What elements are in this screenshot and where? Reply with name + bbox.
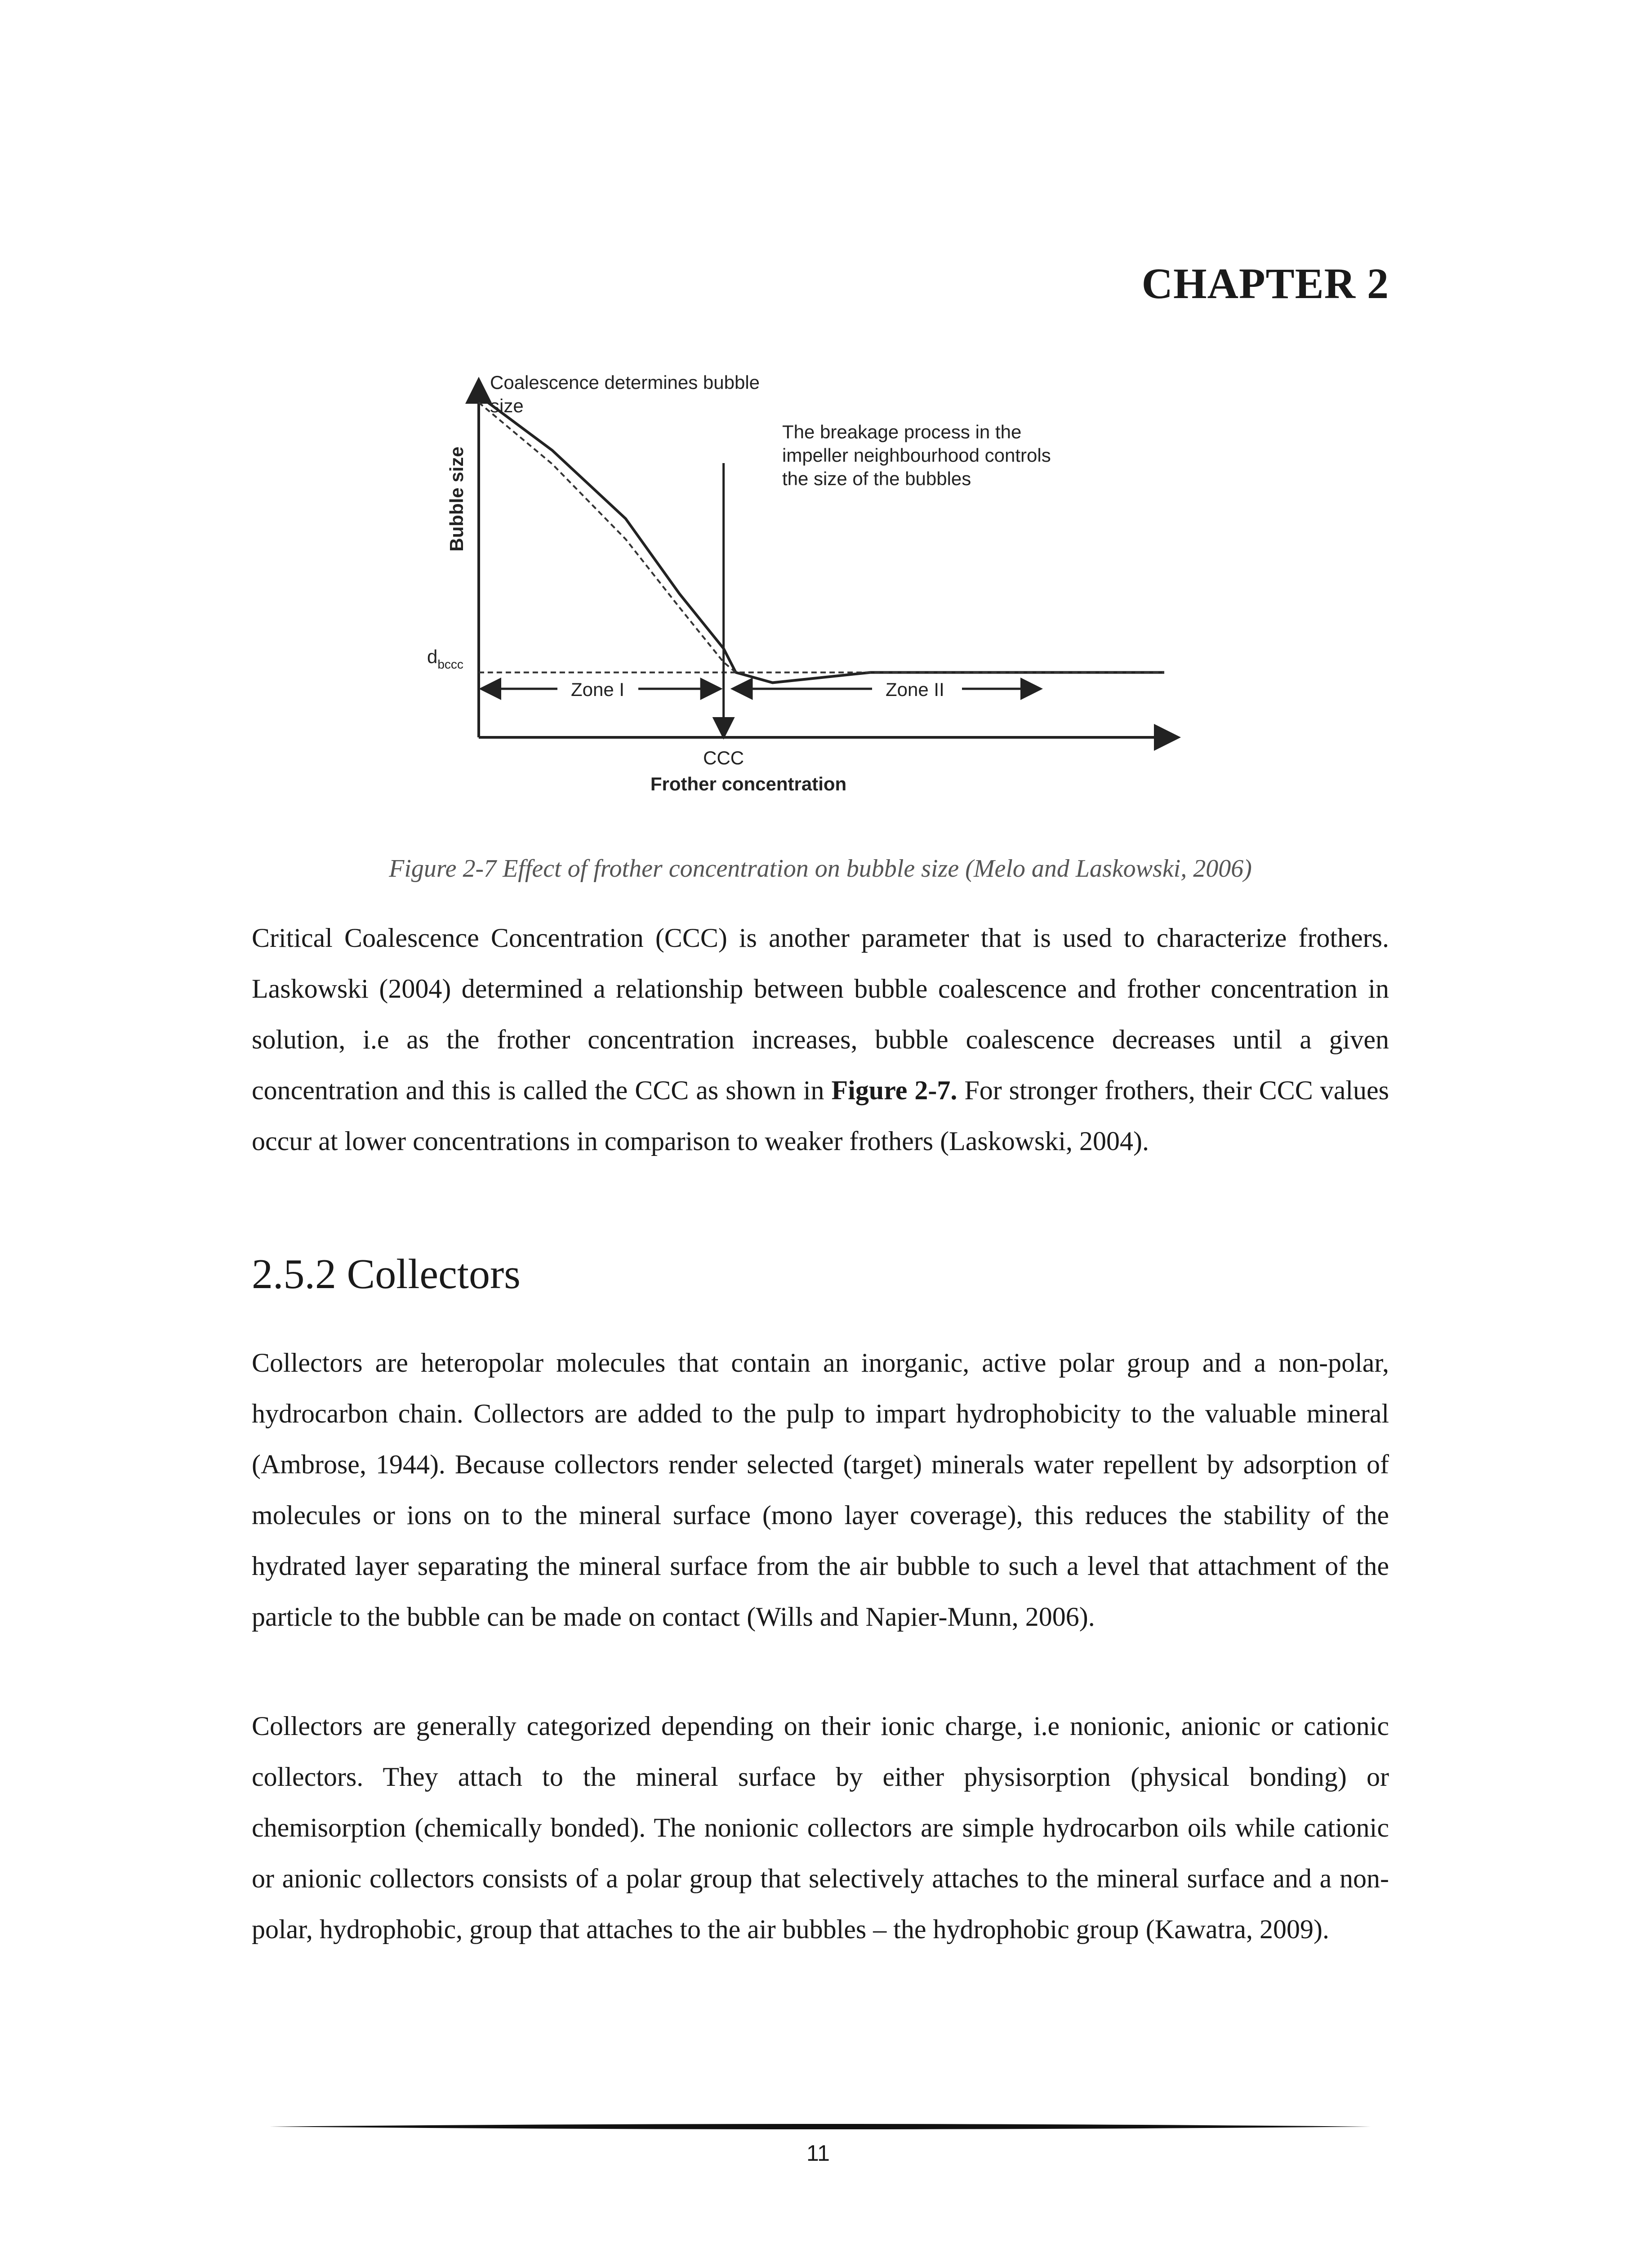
y-axis-label: Bubble size [446, 446, 467, 552]
figure-caption: Figure 2-7 Effect of frother concentration on bubble size (Melo and Laskowski, 2006) [389, 855, 1252, 883]
annotation-coalescence-line1: Coalescence determines bubble [490, 372, 760, 393]
figure-bubble-size [405, 369, 1214, 809]
x-axis-label: Frother concentration [650, 773, 847, 794]
bubble-size-chart [405, 369, 1214, 809]
footer-rule [270, 2122, 1371, 2131]
page-number: 11 [806, 2141, 830, 2166]
y-tick-label-sub: bccc [437, 657, 463, 671]
y-tick-label-dbccc [427, 646, 463, 671]
section-heading-collectors: 2.5.2 Collectors [252, 1251, 521, 1298]
paragraph-collectors-categories: Collectors are generally categorized depending on their ionic charge, i.e nonionic, anionic or cationic collectors. They attach to the mineral surface by either physisorption (physical bonding) or chemisorption (chemically bonded). The nonionic collectors are simple hydrocarbon oils while cationic or anionic collectors consists of a polar group that selectively attaches to the mineral surface and a non-polar, hydrophobic, group that attaches to the air bubbles – the hydrophobic group (Kawatra, 2009). [252, 1711, 1389, 1944]
x-tick-label-ccc: CCC [703, 747, 744, 768]
annotation-breakage-line2: impeller neighbourhood controls [782, 445, 1051, 466]
paragraph-ccc-text-1: Critical Coalescence Concentration (CCC) is another parameter that is used to characterize frothers. Laskowski (2004) determined a relationship between bubble coalescence and frother concentration in solution, i.e as the frother concentration increases, bubble coalescence decreases until a given concentration and this is called the CCC as shown in [252, 923, 1389, 1105]
paragraph-collectors-definition: Collectors are heteropolar molecules that contain an inorganic, active polar group and a non-polar, hydrocarbon chain. Collectors are added to the pulp to impart hydrophobicity to the valuable mineral (Ambrose, 1944). Because collectors render selected (target) minerals water repellent by adsorption of molecules or ions on to the mineral surface (mono layer coverage), this reduces the stability of the hydrated layer separating the mineral surface from the air bubble to such a level that attachment of the particle to the bubble can be made on contact (Wills and Napier-Munn, 2006). [252, 1348, 1389, 1632]
paragraph-ccc-text-2: For stronger frothers, their CCC values occur at lower concentrations in comparison to weaker frothers (Laskowski, 2004). [252, 1075, 1389, 1156]
annotation-breakage-line3: the size of the bubbles [782, 468, 971, 489]
series-dashed-curve [479, 402, 736, 672]
annotation-coalescence-line2: size [490, 395, 524, 416]
y-tick-label-base: d [427, 646, 438, 667]
paragraph-ccc [252, 913, 1389, 1167]
zone-1-label: Zone I [571, 679, 625, 700]
zone-2-label: Zone II [886, 679, 944, 700]
chapter-header: CHAPTER 2 [1141, 259, 1389, 308]
figure-reference: Figure 2-7. [831, 1075, 957, 1105]
annotation-breakage-line1: The breakage process in the [782, 421, 1022, 442]
